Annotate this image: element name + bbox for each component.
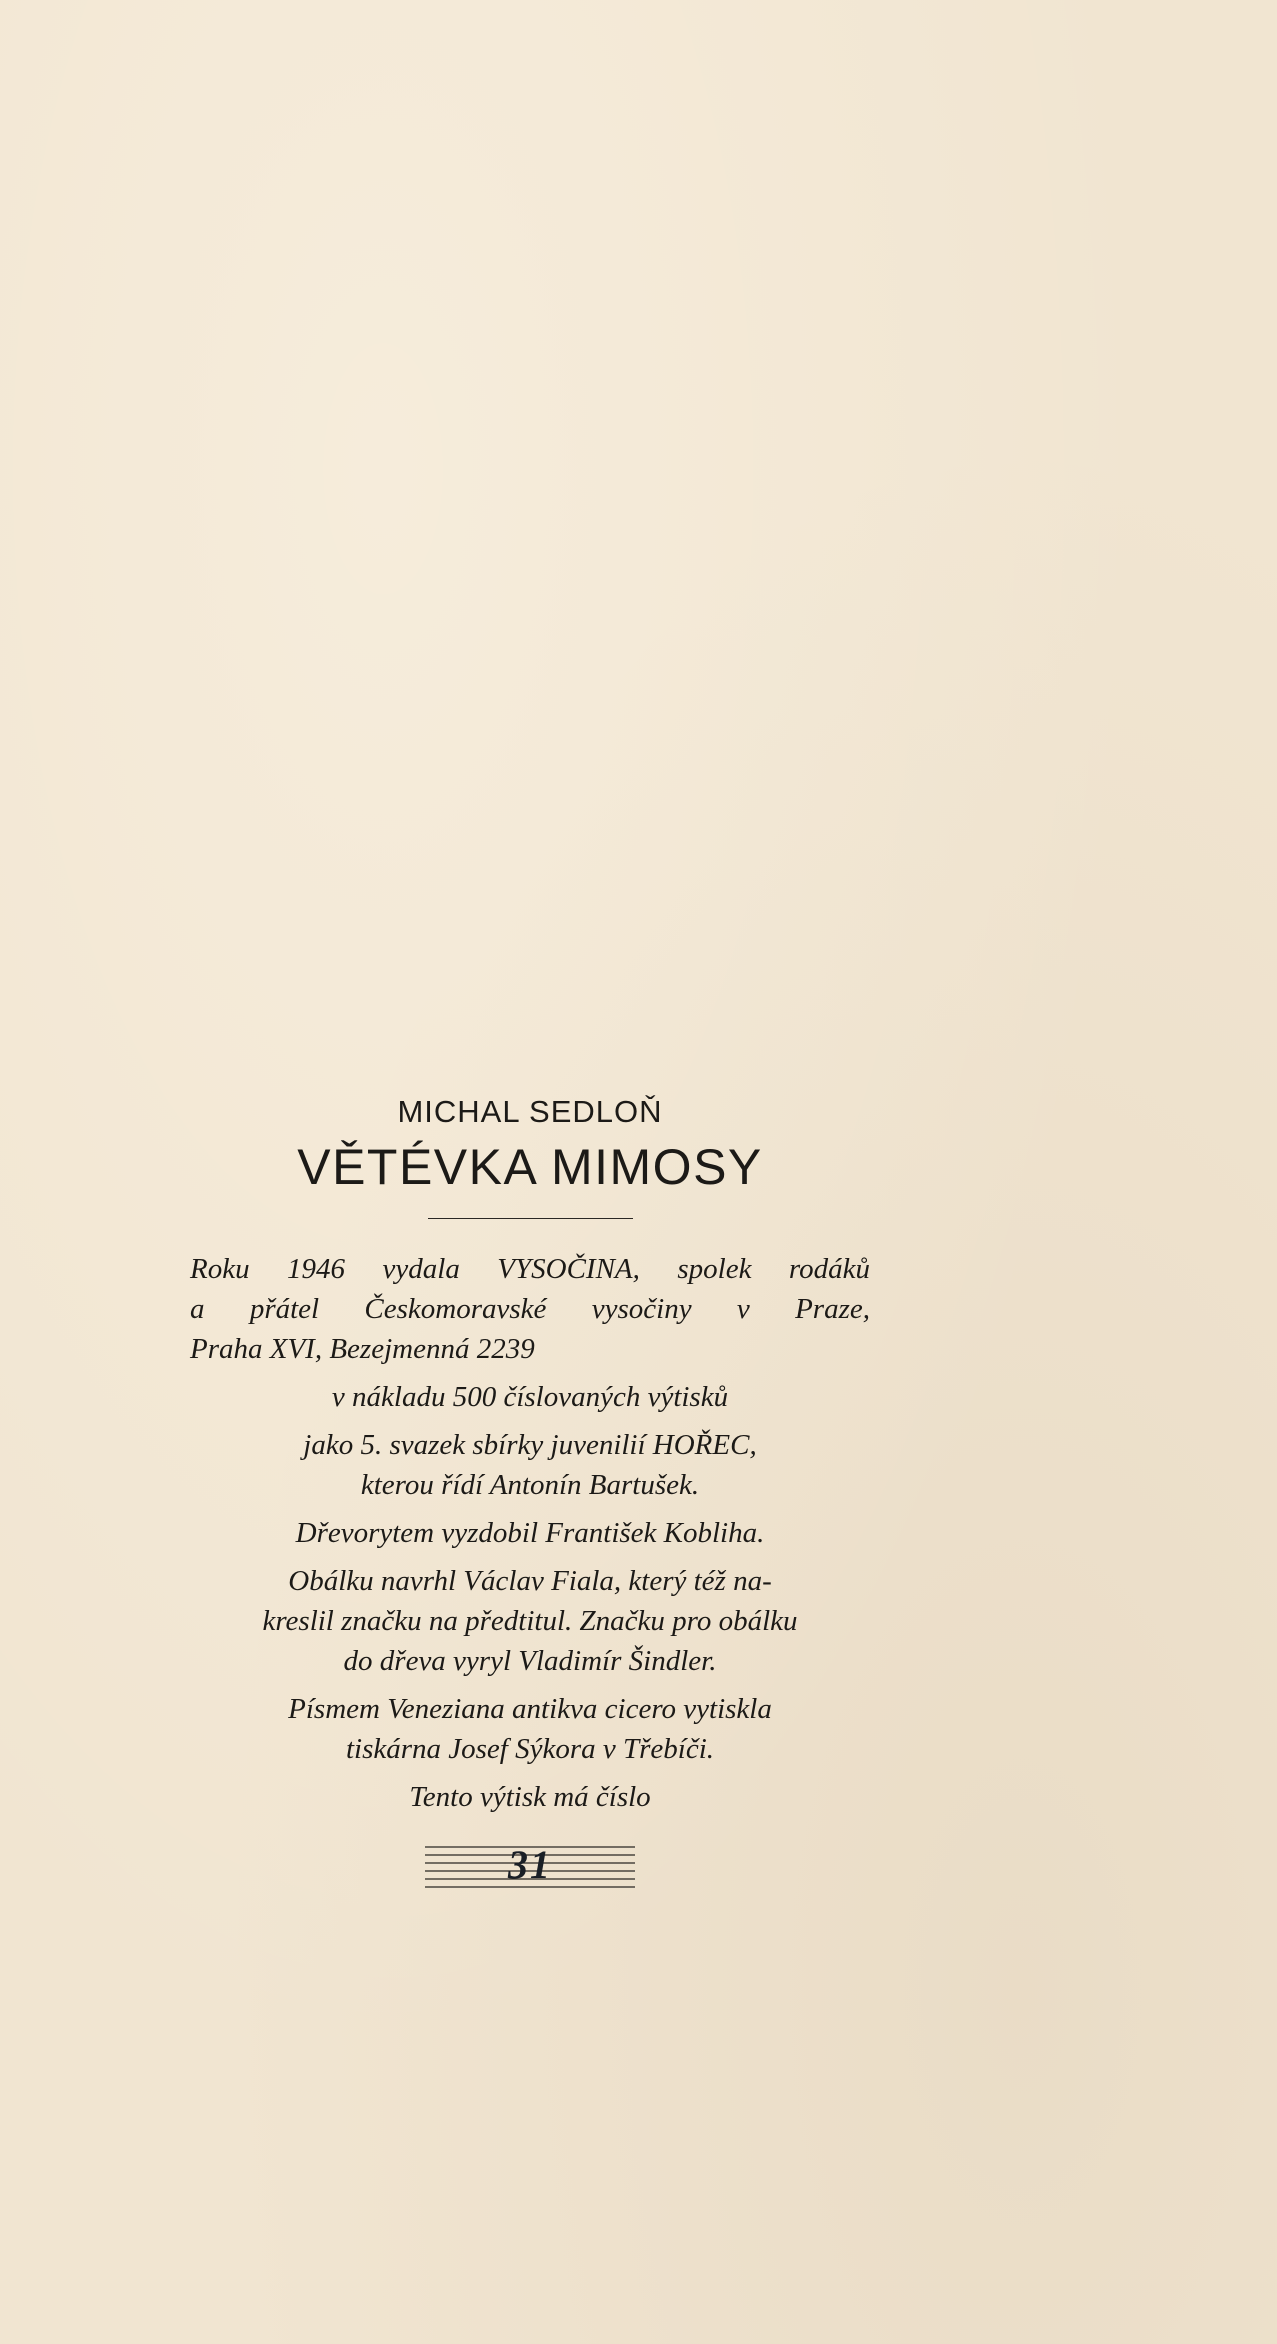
woodcut-paragraph [190,1513,870,1553]
author-name: MICHAL SEDLOŇ [397,1094,663,1129]
colophon-text [190,1249,870,1817]
book-title: VĚTÉVKA MIMOSY [297,1139,763,1195]
publisher-line: Praha XVI, Bezejmenná 2239 [190,1333,535,1365]
series-line: kterou řídí Antonín Bartušek. [360,1469,700,1501]
copy-number-field [425,1839,635,1891]
print-paragraph [190,1689,870,1769]
edition-line: v nákladu 500 číslovaných výtisků [331,1381,729,1413]
woodcut-line: Dřevorytem vyzdobil František Kobliha. [295,1517,765,1549]
series-line: jako 5. svazek sbírky juvenilií HOŘEC, [303,1429,757,1461]
edition-paragraph [190,1377,870,1417]
cover-line: do dřeva vyryl Vladimír Šindler. [343,1645,717,1677]
publisher-paragraph [190,1249,870,1369]
print-line: Písmem Veneziana antikva cicero vytiskla [288,1693,772,1725]
cover-line: Obálku navrhl Václav Fiala, který též na- [288,1565,772,1597]
publisher-line: a přátel Českomoravské vysočiny v Praze, [190,1293,870,1325]
cover-paragraph [190,1561,870,1681]
copy-number: 31 [508,1842,552,1887]
cover-line: kreslil značku na předtitul. Značku pro obálku [262,1605,798,1637]
publisher-line: Roku 1946 vydala VYSOČINA, spolek rodáků [190,1253,870,1285]
colophon [190,1090,870,1891]
copy-number-paragraph [190,1777,870,1817]
divider-rule [428,1218,633,1219]
copy-number-label: Tento výtisk má číslo [409,1781,651,1813]
print-line: tiskárna Josef Sýkora v Třebíči. [345,1733,715,1765]
series-paragraph [190,1425,870,1505]
